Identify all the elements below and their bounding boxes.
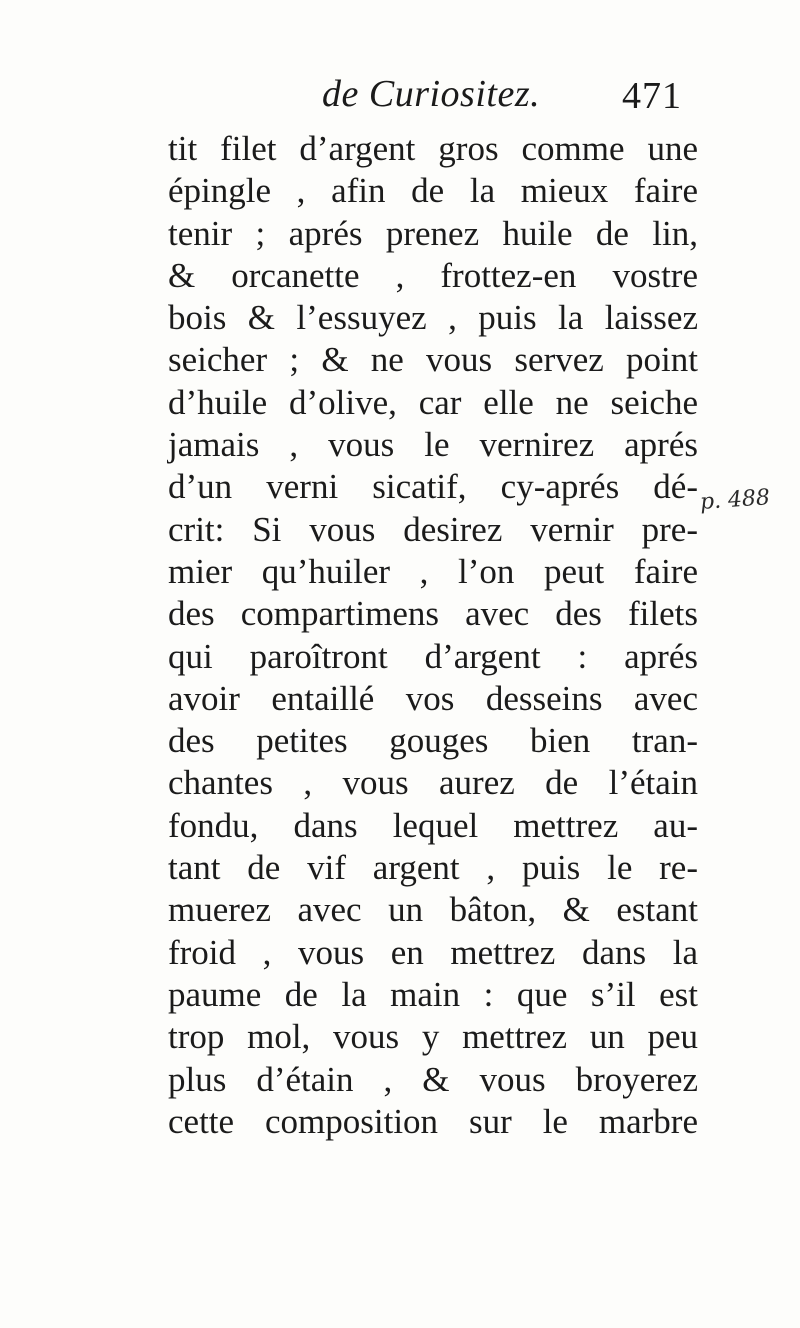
text-line: des compartimens avec des filets: [168, 594, 698, 634]
text-line: bois & l’essuyez , puis la laissez: [168, 298, 698, 338]
text-line: chantes , vous aurez de l’étain: [168, 763, 698, 803]
page-number: 471: [622, 75, 682, 117]
text-line: tant de vif argent , puis le re-: [168, 848, 698, 888]
body-text: [168, 128, 698, 1143]
text-line: trop mol, vous y mettrez un peu: [168, 1017, 698, 1057]
text-line: mier qu’huiler , l’on peut faire: [168, 551, 698, 591]
text-line: fondu, dans lequel mettrez au-: [168, 805, 698, 845]
text-line: seicher ; & ne vous servez point: [168, 340, 698, 380]
text-line: froid , vous en mettrez dans la: [168, 932, 698, 972]
text-line: tenir ; aprés prenez huile de lin,: [168, 213, 698, 253]
text-line: muerez avec un bâton, & estant: [168, 890, 698, 930]
text-line: épingle , afin de la mieux faire: [168, 171, 698, 211]
text-line: plus d’étain , & vous broyerez: [168, 1059, 698, 1099]
text-line: avoir entaillé vos desseins avec: [168, 678, 698, 718]
text-line: qui paroîtront d’argent : aprés: [168, 636, 698, 676]
text-line: tit filet d’argent gros comme une: [168, 129, 698, 168]
text-line: des petites gouges bien tran-: [168, 721, 698, 761]
text-line: d’un verni sicatif, cy-aprés dé-: [168, 467, 698, 507]
running-title: de Curiositez.: [322, 73, 541, 115]
text-line: cette composition sur le marbre: [168, 1101, 698, 1141]
text-line: crit: Si vous desirez vernir pre-: [168, 509, 698, 549]
text-line: paume de la main : que s’il est: [168, 974, 698, 1014]
text-line: & orcanette , frottez-en vostre: [168, 255, 698, 295]
margin-annotation: p. 488: [699, 485, 771, 515]
text-line: jamais , vous le vernirez aprés: [168, 425, 698, 465]
text-line: d’huile d’olive, car elle ne seiche: [168, 382, 698, 422]
